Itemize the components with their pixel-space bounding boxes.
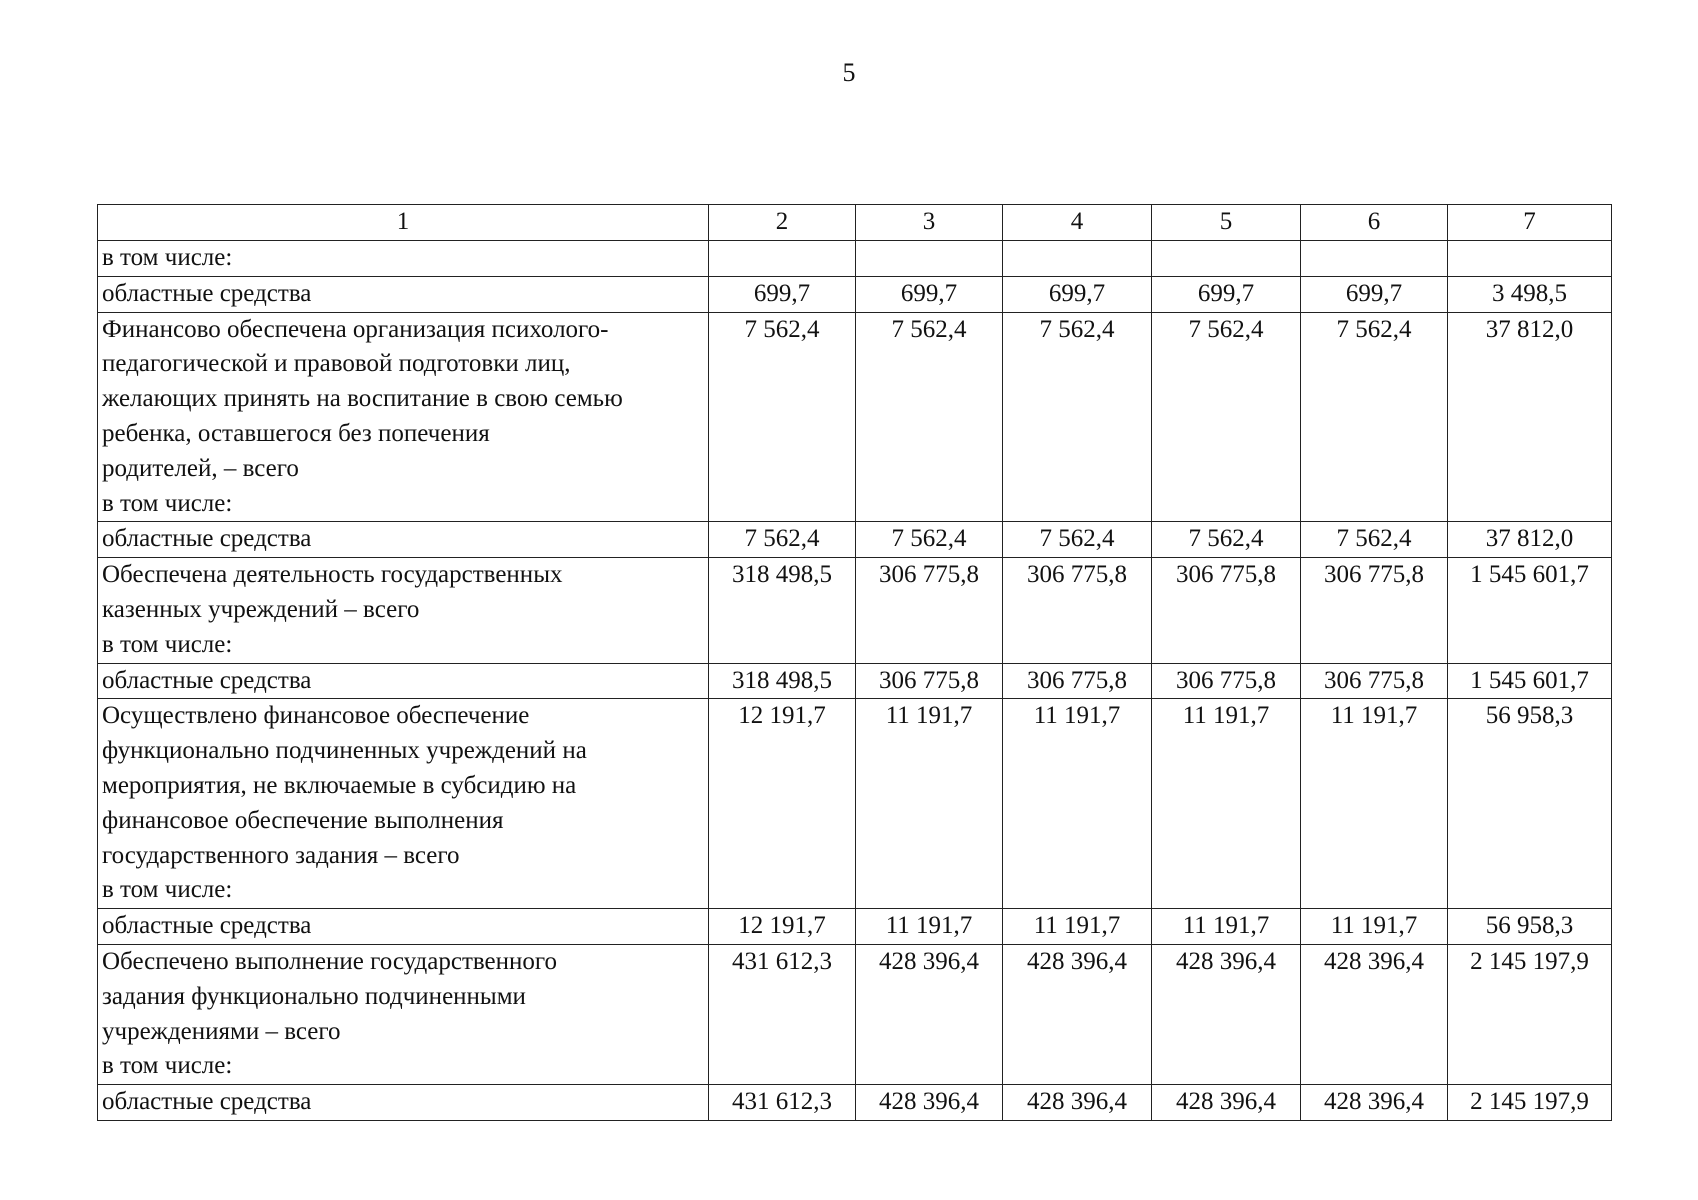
- value-cell: 428 396,4: [1301, 1085, 1448, 1121]
- row-label-cell: [98, 522, 709, 558]
- value-cell: 37 812,0: [1448, 312, 1612, 522]
- value-cell: 699,7: [1152, 276, 1301, 312]
- header-cell: 2: [709, 205, 856, 241]
- value-cell: 428 396,4: [1152, 1085, 1301, 1121]
- header-row: [98, 205, 1612, 241]
- table-row: [98, 944, 1612, 1084]
- row-label-line: функционально подчиненных учреждений на: [102, 737, 587, 765]
- row-label-cell: [98, 699, 709, 909]
- row-label-line: областные средства: [102, 912, 312, 940]
- value-cell: 428 396,4: [1152, 944, 1301, 1084]
- value-cell: 1 545 601,7: [1448, 663, 1612, 699]
- table-row: [98, 276, 1612, 312]
- row-label-line: родителей, – всего: [102, 454, 299, 482]
- value-cell: 7 562,4: [1003, 522, 1152, 558]
- value-cell: 7 562,4: [1152, 312, 1301, 522]
- value-cell: 1 545 601,7: [1448, 558, 1612, 663]
- row-label-line: областные средства: [102, 525, 312, 553]
- row-label-line: Осуществлено финансовое обеспечение: [102, 702, 530, 730]
- value-cell: 306 775,8: [856, 558, 1003, 663]
- value-cell: 7 562,4: [1152, 522, 1301, 558]
- value-cell: 306 775,8: [1003, 663, 1152, 699]
- row-label-line: финансовое обеспечение выполнения: [102, 806, 504, 834]
- table-row: [98, 663, 1612, 699]
- row-label-line: в том числе:: [102, 630, 233, 658]
- value-cell: 11 191,7: [1301, 909, 1448, 945]
- value-cell: 7 562,4: [1301, 522, 1448, 558]
- value-cell: 11 191,7: [1003, 909, 1152, 945]
- value-cell: 7 562,4: [856, 522, 1003, 558]
- value-cell: 428 396,4: [1003, 944, 1152, 1084]
- value-cell: 2 145 197,9: [1448, 1085, 1612, 1121]
- value-cell: 306 775,8: [1301, 558, 1448, 663]
- value-cell: 306 775,8: [1003, 558, 1152, 663]
- value-cell: 56 958,3: [1448, 699, 1612, 909]
- value-cell: 37 812,0: [1448, 522, 1612, 558]
- row-label-line: государственного задания – всего: [102, 841, 460, 869]
- row-label-line: в том числе:: [102, 1052, 233, 1080]
- value-cell: [1152, 241, 1301, 277]
- table-row: [98, 241, 1612, 277]
- row-label-cell: [98, 312, 709, 522]
- value-cell: 2 145 197,9: [1448, 944, 1612, 1084]
- row-label-cell: [98, 1085, 709, 1121]
- table-body: [98, 205, 1612, 1121]
- table-row: [98, 558, 1612, 663]
- value-cell: 11 191,7: [1301, 699, 1448, 909]
- row-label-line: Обеспечена деятельность государственных: [102, 561, 563, 589]
- row-label-cell: [98, 663, 709, 699]
- row-label-line: областные средства: [102, 1088, 312, 1116]
- row-label-cell: [98, 909, 709, 945]
- value-cell: 428 396,4: [856, 1085, 1003, 1121]
- row-label-cell: [98, 558, 709, 663]
- value-cell: 699,7: [709, 276, 856, 312]
- row-label-line: ребенка, оставшегося без попечения: [102, 419, 490, 447]
- row-label-line: желающих принять на воспитание в свою семью: [102, 385, 623, 413]
- value-cell: [856, 241, 1003, 277]
- table-row: [98, 699, 1612, 909]
- row-label-line: педагогической и правовой подготовки лиц,: [102, 350, 571, 378]
- value-cell: [1448, 241, 1612, 277]
- value-cell: [1301, 241, 1448, 277]
- page-number: 5: [842, 58, 856, 87]
- value-cell: 306 775,8: [1152, 663, 1301, 699]
- row-label-cell: [98, 944, 709, 1084]
- value-cell: 7 562,4: [1003, 312, 1152, 522]
- table-row: [98, 522, 1612, 558]
- value-cell: 428 396,4: [1301, 944, 1448, 1084]
- value-cell: 11 191,7: [1003, 699, 1152, 909]
- value-cell: 318 498,5: [709, 663, 856, 699]
- value-cell: 11 191,7: [856, 699, 1003, 909]
- value-cell: 7 562,4: [1301, 312, 1448, 522]
- header-cell: 4: [1003, 205, 1152, 241]
- header-cell: 7: [1448, 205, 1612, 241]
- row-label-line: Финансово обеспечена организация психолого-: [102, 315, 609, 343]
- value-cell: 699,7: [1301, 276, 1448, 312]
- value-cell: 7 562,4: [709, 312, 856, 522]
- value-cell: 306 775,8: [1152, 558, 1301, 663]
- value-cell: 699,7: [856, 276, 1003, 312]
- value-cell: 318 498,5: [709, 558, 856, 663]
- value-cell: 11 191,7: [1152, 909, 1301, 945]
- value-cell: 7 562,4: [856, 312, 1003, 522]
- row-label-cell: [98, 241, 709, 277]
- table-row: [98, 909, 1612, 945]
- value-cell: 431 612,3: [709, 944, 856, 1084]
- value-cell: 699,7: [1003, 276, 1152, 312]
- row-label-line: задания функционально подчиненными: [102, 982, 526, 1010]
- row-label-cell: [98, 276, 709, 312]
- table-row: [98, 312, 1612, 522]
- row-label-line: в том числе:: [102, 244, 233, 271]
- value-cell: 11 191,7: [856, 909, 1003, 945]
- row-label-line: в том числе:: [102, 876, 233, 904]
- value-cell: [709, 241, 856, 277]
- header-cell: 5: [1152, 205, 1301, 241]
- value-cell: 11 191,7: [1152, 699, 1301, 909]
- value-cell: 56 958,3: [1448, 909, 1612, 945]
- header-cell: 6: [1301, 205, 1448, 241]
- value-cell: 12 191,7: [709, 699, 856, 909]
- value-cell: 306 775,8: [1301, 663, 1448, 699]
- row-label-line: в том числе:: [102, 489, 233, 517]
- row-label-line: Обеспечено выполнение государственного: [102, 947, 558, 975]
- value-cell: 428 396,4: [856, 944, 1003, 1084]
- header-cell: 1: [98, 205, 709, 241]
- value-cell: 12 191,7: [709, 909, 856, 945]
- row-label-line: казенных учреждений – всего: [102, 595, 420, 623]
- budget-table: [97, 204, 1612, 1121]
- row-label-line: учреждениями – всего: [102, 1017, 341, 1045]
- value-cell: [1003, 241, 1152, 277]
- value-cell: 306 775,8: [856, 663, 1003, 699]
- header-cell: 3: [856, 205, 1003, 241]
- row-label-line: областные средства: [102, 279, 312, 307]
- table-row: [98, 1085, 1612, 1121]
- value-cell: 7 562,4: [709, 522, 856, 558]
- row-label-line: мероприятия, не включаемые в субсидию на: [102, 771, 577, 799]
- value-cell: 428 396,4: [1003, 1085, 1152, 1121]
- value-cell: 431 612,3: [709, 1085, 856, 1121]
- row-label-line: областные средства: [102, 666, 312, 694]
- value-cell: 3 498,5: [1448, 276, 1612, 312]
